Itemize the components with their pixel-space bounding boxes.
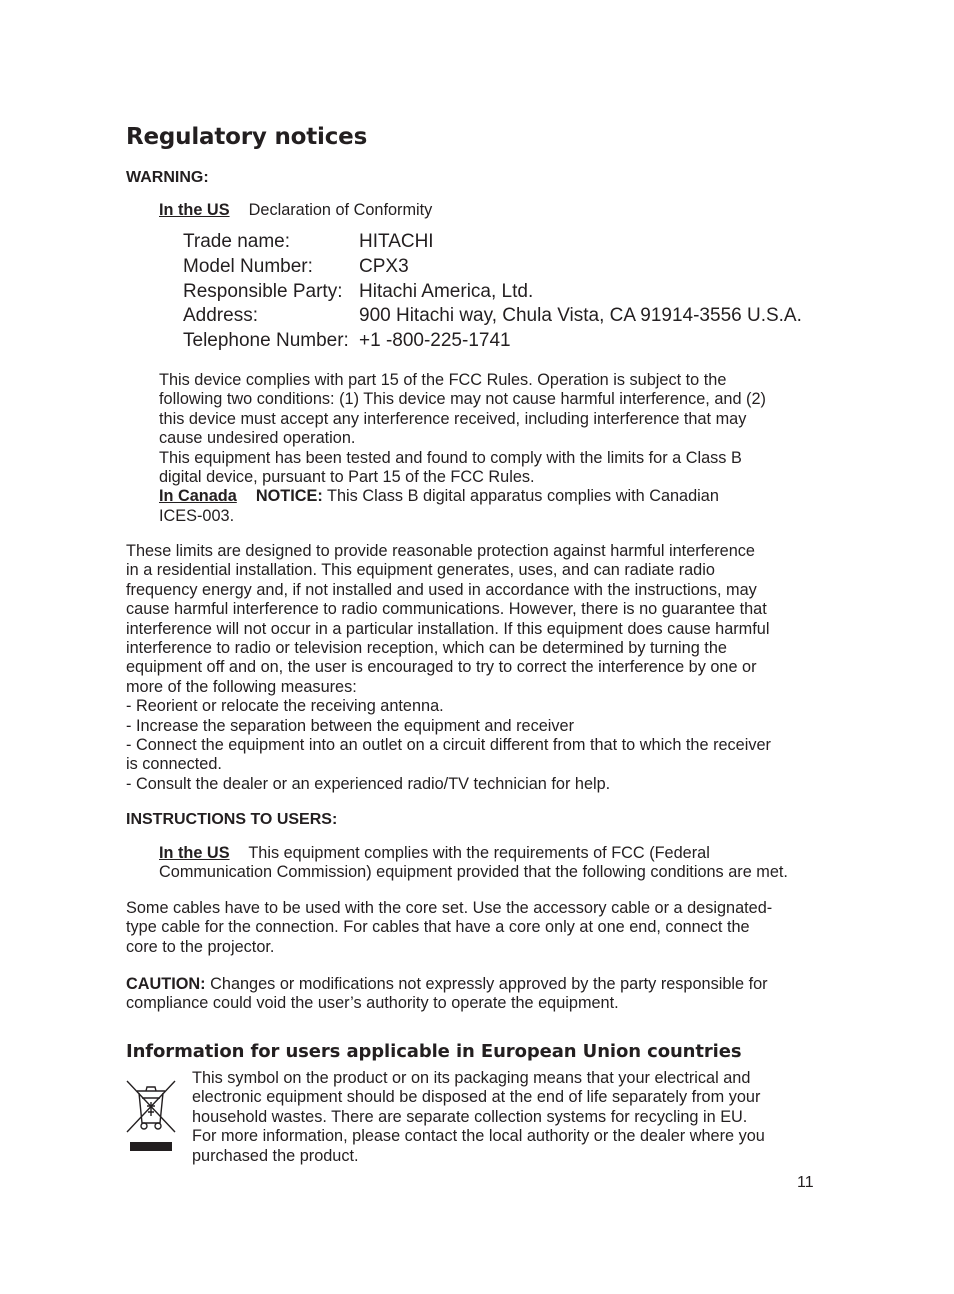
crossed-out-wheelie-bin-icon — [124, 1078, 178, 1156]
warning-label: WARNING: — [126, 169, 209, 186]
canada-text: This Class B digital apparatus complies with Canadian — [327, 487, 719, 506]
in-canada-label: In Canada — [159, 487, 237, 506]
text-line: For more information, please contact the local authority or the dealer where you — [192, 1127, 765, 1146]
text-line: in a residential installation. This equipment generates, uses, and can radiate radio — [126, 561, 715, 580]
in-the-us-label: In the US — [159, 844, 230, 862]
text-line: Some cables have to be used with the core set. Use the accessory cable or a designated- — [126, 899, 773, 917]
text-line: electronic equipment should be disposed at the end of life separately from your — [192, 1088, 761, 1107]
conformity-row: Address: 900 Hitachi way, Chula Vista, CA 91914-3556 U.S.A. — [183, 305, 802, 327]
text-line: this device must accept any interference received, including interference that may — [159, 409, 747, 428]
measure-item: - Consult the dealer or an experienced radio/TV technician for help. — [126, 774, 611, 793]
text-line: These limits are designed to provide reasonable protection against harmful interference — [126, 542, 755, 560]
text-line: following two conditions: (1) This device may not cause harmful interference, and (2) — [159, 390, 766, 409]
text-line: This device complies with part 15 of the FCC Rules. Operation is subject to the — [159, 371, 727, 389]
declaration-heading — [159, 201, 432, 220]
caution-label: CAUTION: — [126, 975, 206, 993]
text-line: more of the following measures: — [126, 677, 357, 696]
instructions-us-paragraph — [159, 844, 788, 883]
text-line: compliance could void the user’s authority to operate the equipment. — [126, 994, 619, 1013]
text-line: This symbol on the product or on its packaging means that your electrical and — [192, 1069, 751, 1087]
cables-paragraph — [126, 899, 772, 957]
text-line: is connected. — [126, 755, 222, 774]
caution-text: Changes or modifications not expressly approved by the party responsible for — [210, 975, 768, 993]
text-line: Communication Commission) equipment provided that the following conditions are met. — [159, 863, 788, 882]
eu-section-title: Information for users applicable in European Union countries — [126, 1041, 742, 1062]
measure-item: - Increase the separation between the equipment and receiver — [126, 716, 575, 735]
text-line — [126, 975, 768, 994]
text-line: type cable for the connection. For cables that have a core only at one end, connect the — [126, 918, 750, 937]
page-number: 11 — [797, 1174, 814, 1191]
text-line: interference will not occur in a particular installation. If this equipment does cause harmful — [126, 619, 770, 638]
page-title: Regulatory notices — [126, 124, 368, 150]
text-line: digital device, pursuant to Part 15 of the FCC Rules. — [159, 468, 535, 487]
conformity-row: Responsible Party: Hitachi America, Ltd. — [183, 280, 534, 302]
canada-notice — [159, 487, 766, 506]
text-line: equipment off and on, the user is encouraged to try to correct the interference by one or — [126, 658, 757, 677]
text-line: purchased the product. — [192, 1146, 359, 1165]
notice-label: NOTICE: — [255, 487, 323, 506]
text-line: cause undesired operation. — [159, 429, 356, 448]
text-line: interference to radio or television reception, which can be determined by turning the — [126, 639, 727, 658]
text-line: core to the projector. — [126, 937, 275, 956]
conformity-row: Telephone Number: +1 -800-225-1741 — [183, 330, 511, 352]
limits-paragraph — [126, 542, 771, 794]
text-line: frequency energy and, if not installed and used in accordance with the instructions, may — [126, 580, 757, 599]
measure-item: - Connect the equipment into an outlet on a circuit different from that to which the receiver — [126, 736, 771, 755]
conformity-row: Model Number: CPX3 — [183, 255, 409, 277]
text-line: ICES-003. — [159, 506, 235, 525]
caution-paragraph — [126, 975, 768, 1014]
measure-item: - Reorient or relocate the receiving antenna. — [126, 697, 444, 716]
conformity-row: Trade name: HITACHI — [183, 231, 434, 252]
fcc-paragraph — [159, 371, 766, 526]
text-line: cause harmful interference to radio communications. However, there is no guarantee that — [126, 600, 767, 619]
declaration-text: Declaration of Conformity — [248, 201, 433, 219]
text-line: This equipment has been tested and found to comply with the limits for a Class B — [159, 448, 742, 467]
instructions-label: INSTRUCTIONS TO USERS: — [126, 811, 338, 828]
text-line — [159, 844, 788, 863]
eu-paragraph — [192, 1069, 765, 1166]
conformity-table — [183, 230, 802, 354]
text-line: household wastes. There are separate collection systems for recycling in EU. — [192, 1107, 748, 1126]
instructions-us-text: This equipment complies with the requirements of FCC (Federal — [248, 844, 710, 862]
in-the-us-label: In the US — [159, 201, 230, 219]
